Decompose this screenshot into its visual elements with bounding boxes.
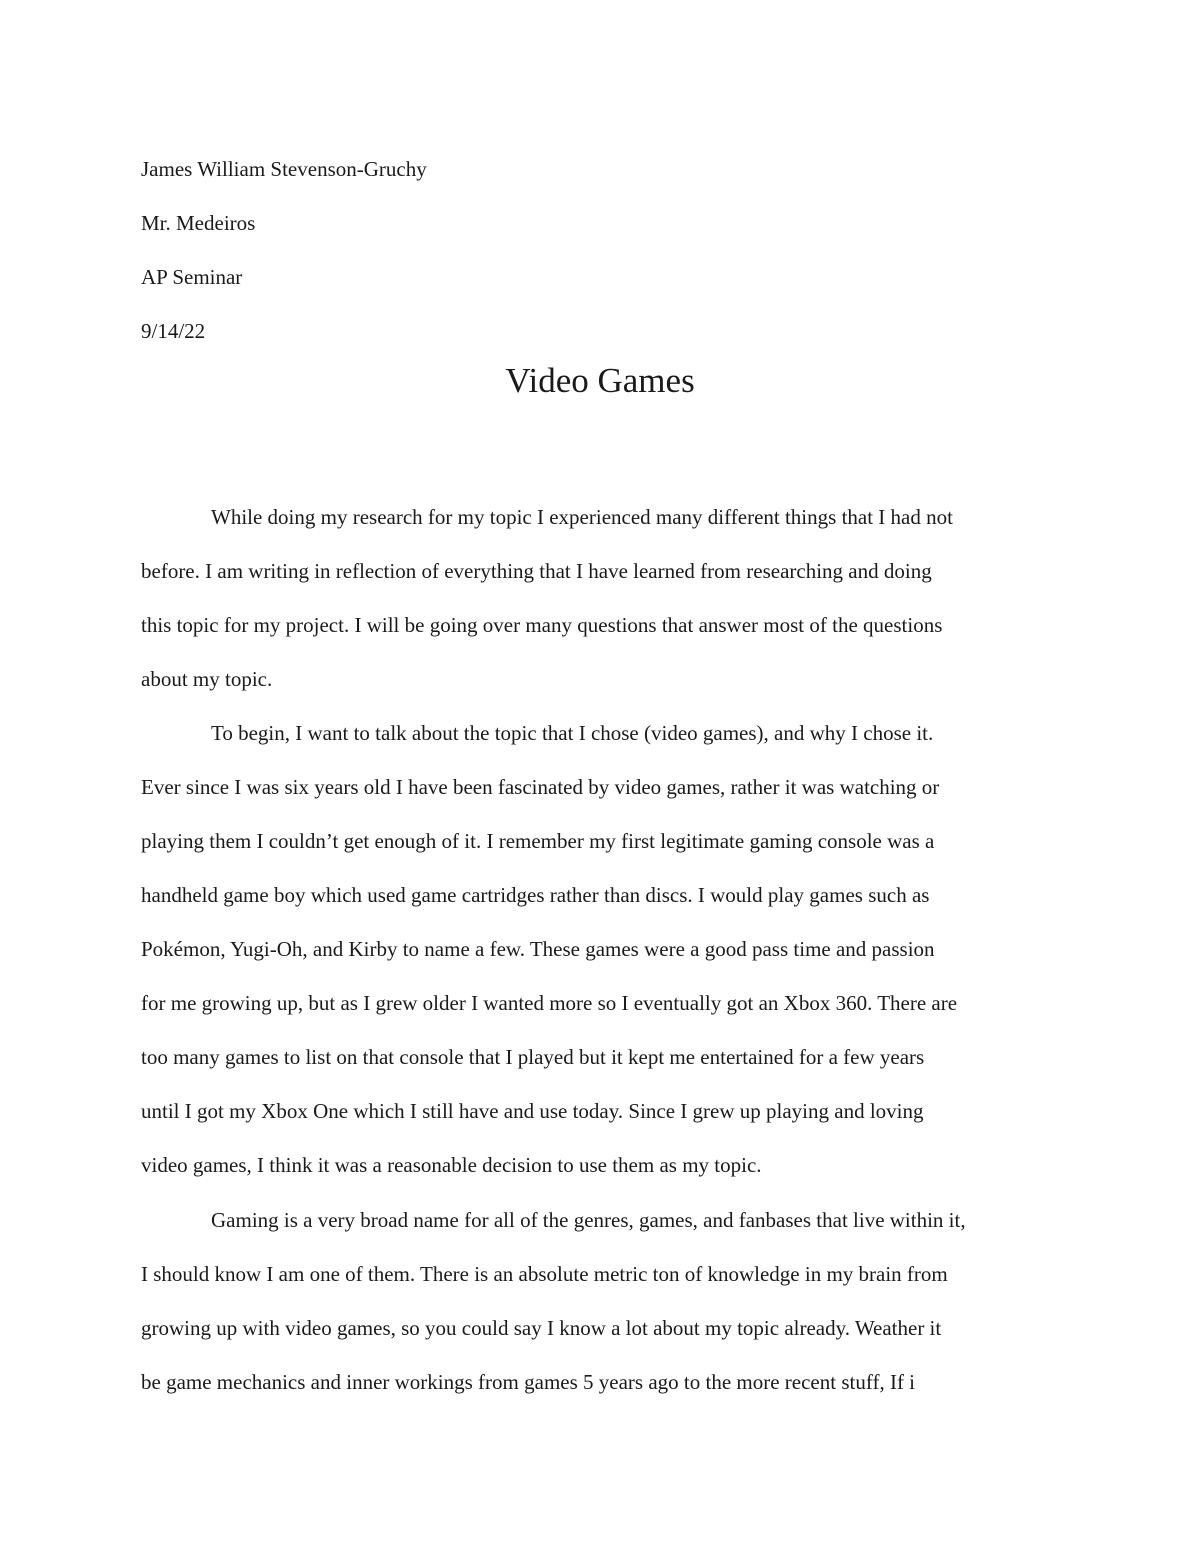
body-line: Gaming is a very broad name for all of the genres, games, and fanbases that live within it, [211,1208,966,1232]
body-line: While doing my research for my topic I experienced many different things that I had not [211,505,953,529]
body-line: be game mechanics and inner workings from games 5 years ago to the more recent stuff, If i [141,1370,916,1394]
body-line: for me growing up, but as I grew older I wanted more so I eventually got an Xbox 360. There are [141,991,958,1015]
body-line: growing up with video games, so you could say I know a lot about my topic already. Weather it [141,1316,942,1340]
body-line: handheld game boy which used game cartridges rather than discs. I would play games such as [141,883,930,907]
body-line: this topic for my project. I will be going over many questions that answer most of the questions [141,613,943,637]
body-line: I should know I am one of them. There is an absolute metric ton of knowledge in my brain from [141,1262,948,1286]
body-line: about my topic. [141,667,273,691]
body-line: too many games to list on that console that I played but it kept me entertained for a few years [141,1045,925,1069]
author-name: James William Stevenson-Gruchy [141,157,427,181]
document-header [141,142,841,358]
body-line: until I got my Xbox One which I still have and use today. Since I grew up playing and loving [141,1099,924,1123]
course-name: AP Seminar [141,265,243,289]
body-line: before. I am writing in reflection of everything that I have learned from researching and doing [141,559,932,583]
document-date: 9/14/22 [141,319,206,343]
body-line: Ever since I was six years old I have been fascinated by video games, rather it was watching or [141,775,940,799]
body-line: To begin, I want to talk about the topic that I chose (video games), and why I chose it. [211,721,934,745]
body-line: video games, I think it was a reasonable decision to use them as my topic. [141,1153,762,1177]
document-title: Video Games [505,361,695,400]
body-line: Pokémon, Yugi-Oh, and Kirby to name a few. These games were a good pass time and passion [141,937,935,961]
teacher-name: Mr. Medeiros [141,211,256,235]
body-line: playing them I couldn’t get enough of it. I remember my first legitimate gaming console was a [141,829,935,853]
